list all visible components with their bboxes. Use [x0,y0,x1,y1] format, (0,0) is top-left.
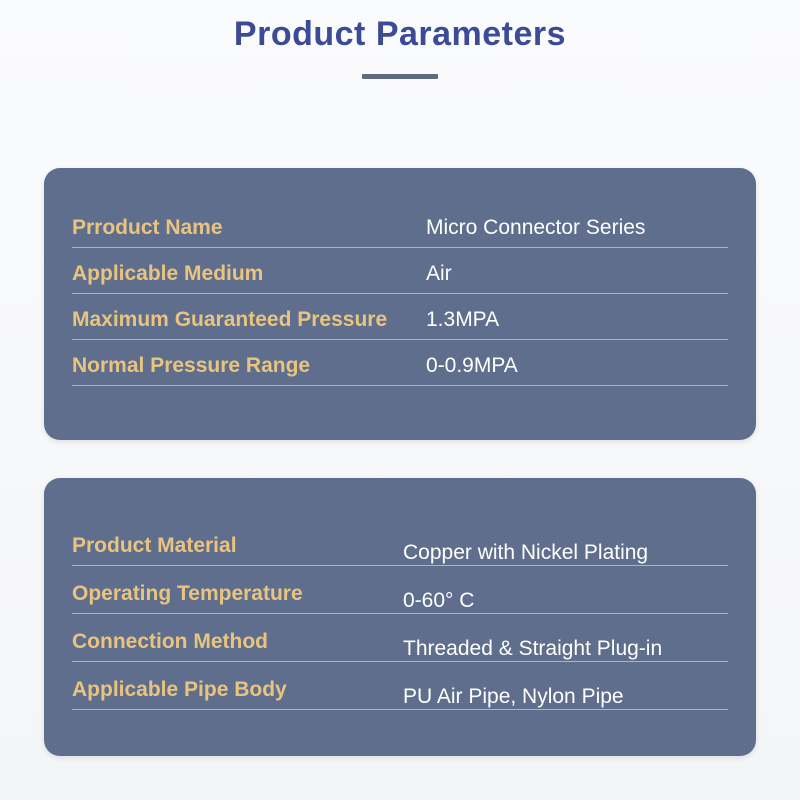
row-value-column [426,354,728,385]
table-row [72,662,728,710]
row-value-column [426,308,728,339]
row-label: Maximum Guaranteed Pressure [72,308,388,331]
title-underline [362,74,438,79]
row-value: Copper with Nickel Plating [403,541,649,564]
row-value-column [426,262,728,293]
row-value: Air [426,262,452,285]
row-value: Micro Connector Series [426,216,646,239]
table-row [72,248,728,294]
row-label: Prroduct Name [72,216,223,239]
table-row [72,202,728,248]
row-value-column [403,637,728,661]
row-label: Applicable Medium [72,262,264,285]
row-value-column [426,216,728,247]
parameters-card-secondary [44,478,756,756]
row-label: Normal Pressure Range [72,354,311,377]
row-value: PU Air Pipe, Nylon Pipe [403,685,624,708]
title-area [0,0,800,79]
row-value: Threaded & Straight Plug-in [403,637,663,660]
row-value: 0-0.9MPA [426,354,518,377]
parameters-card-primary [44,168,756,440]
row-label: Connection Method [72,630,268,653]
row-value: 0-60° C [403,589,475,612]
table-row [72,566,728,614]
page-title: Product Parameters [233,15,567,53]
table-row [72,518,728,566]
row-value-column [403,685,728,709]
row-label: Operating Temperature [72,582,303,605]
table-row [72,614,728,662]
table-row [72,294,728,340]
row-label: Applicable Pipe Body [72,678,287,701]
row-label: Product Material [72,534,237,557]
row-value-column [403,589,728,613]
table-row [72,340,728,386]
row-value: 1.3MPA [426,308,500,331]
row-value-column [403,541,728,565]
